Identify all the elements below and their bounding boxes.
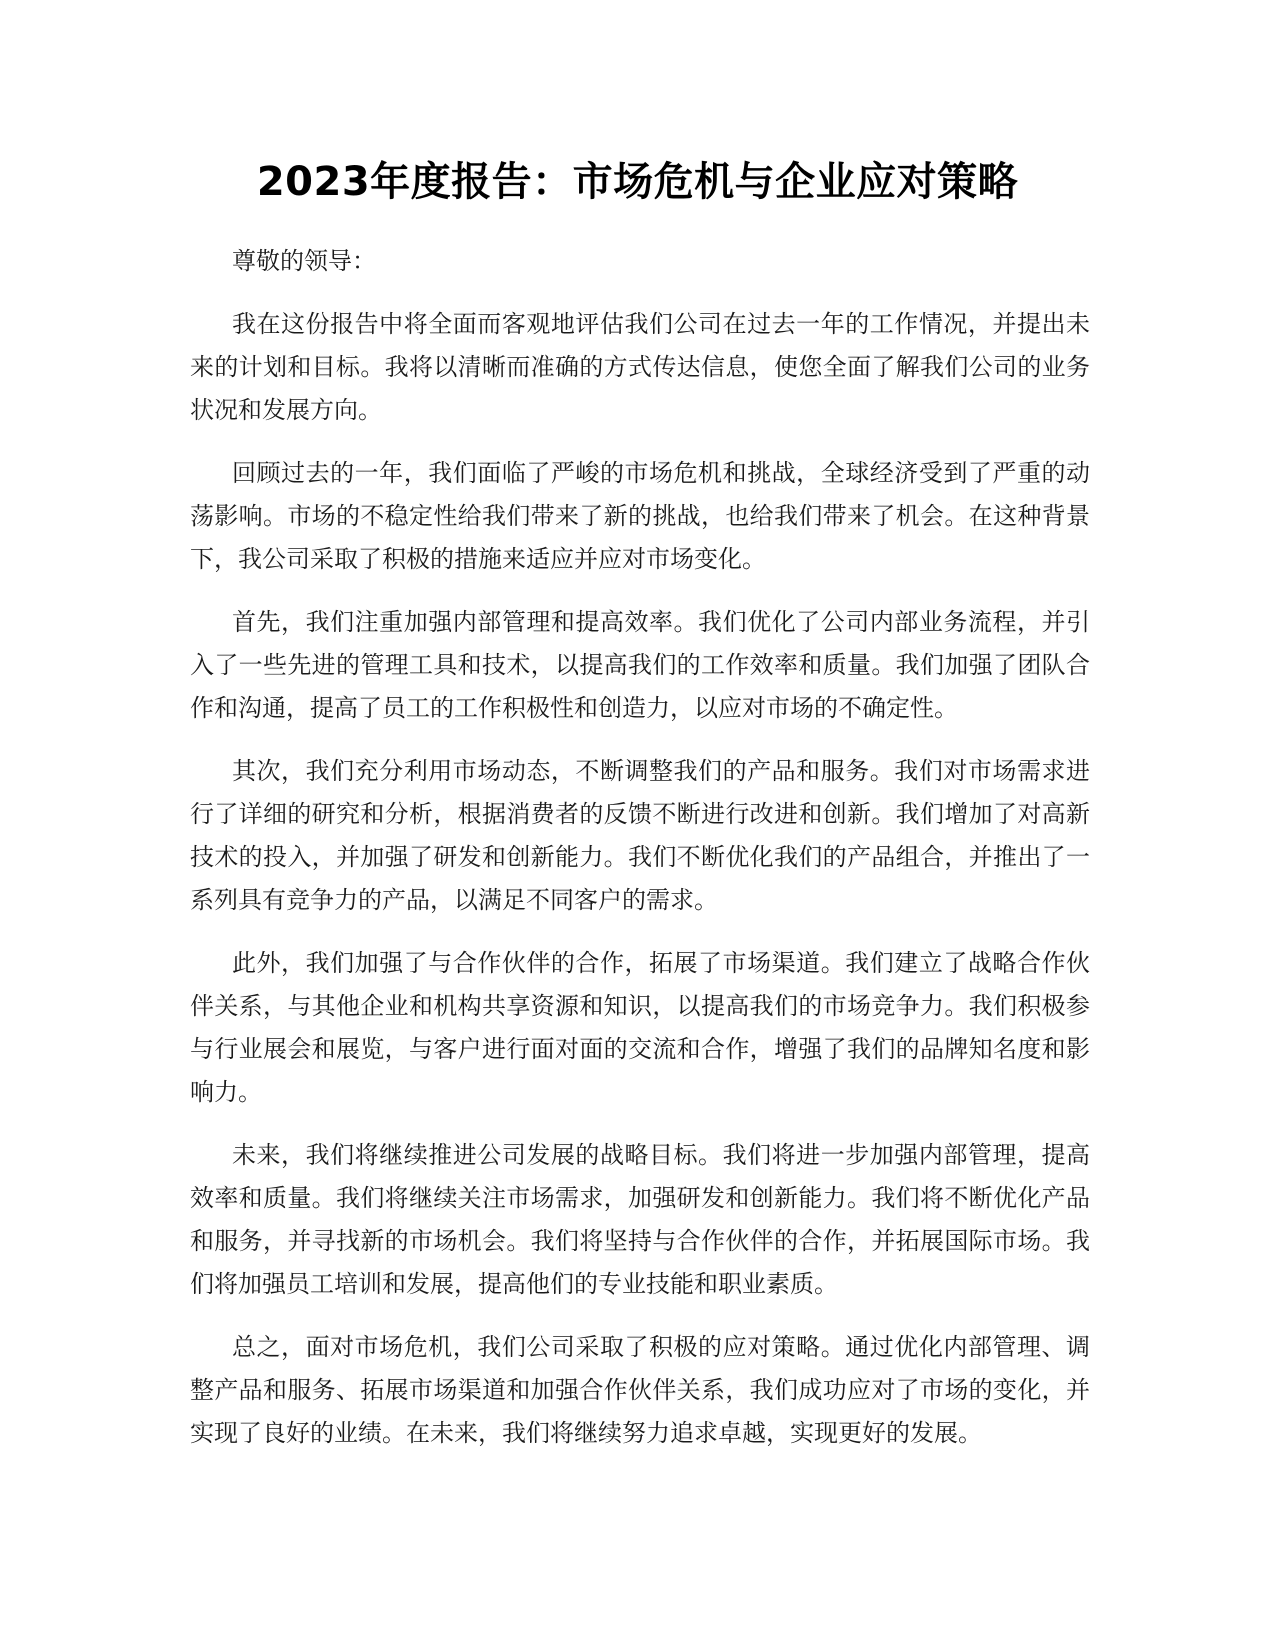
paragraph-3: 首先，我们注重加强内部管理和提高效率。我们优化了公司内部业务流程，并引入了一些先进的管理工具和技术，以提高我们的工作效率和质量。我们加强了团队合作和沟通，提高了员工的工作积极性和创造力，以应对市场的不确定性。 [190, 608, 1090, 722]
paragraph-1: 我在这份报告中将全面而客观地评估我们公司在过去一年的工作情况，并提出未来的计划和目标。我将以清晰而准确的方式传达信息，使您全面了解我们公司的业务状况和发展方向。 [190, 310, 1090, 424]
paragraph-2: 回顾过去的一年，我们面临了严峻的市场危机和挑战，全球经济受到了严重的动荡影响。市场的不稳定性给我们带来了新的挑战，也给我们带来了机会。在这种背景下，我公司采取了积极的措施来适应并应对市场变化。 [190, 459, 1090, 573]
paragraph-5: 此外，我们加强了与合作伙伴的合作，拓展了市场渠道。我们建立了战略合作伙伴关系，与其他企业和机构共享资源和知识，以提高我们的市场竞争力。我们积极参与行业展会和展览，与客户进行面对面的交流和合作，增强了我们的品牌知名度和影响力。 [190, 949, 1090, 1106]
document-title: 2023年度报告：市场危机与企业应对策略 [256, 159, 1019, 205]
document-body [190, 240, 1090, 1475]
paragraph-4: 其次，我们充分利用市场动态，不断调整我们的产品和服务。我们对市场需求进行了详细的研究和分析，根据消费者的反馈不断进行改进和创新。我们增加了对高新技术的投入，并加强了研发和创新能力。我们不断优化我们的产品组合，并推出了一系列具有竞争力的产品，以满足不同客户的需求。 [190, 757, 1090, 914]
salutation: 尊敬的领导： [232, 247, 376, 275]
paragraph-7: 总之，面对市场危机，我们公司采取了积极的应对策略。通过优化内部管理、调整产品和服务、拓展市场渠道和加强合作伙伴关系，我们成功应对了市场的变化，并实现了良好的业绩。在未来，我们将继续努力追求卓越，实现更好的发展。 [190, 1333, 1090, 1447]
paragraph-6: 未来，我们将继续推进公司发展的战略目标。我们将进一步加强内部管理，提高效率和质量。我们将继续关注市场需求，加强研发和创新能力。我们将不断优化产品和服务，并寻找新的市场机会。我们将坚持与合作伙伴的合作，并拓展国际市场。我们将加强员工培训和发展，提高他们的专业技能和职业素质。 [190, 1141, 1090, 1298]
